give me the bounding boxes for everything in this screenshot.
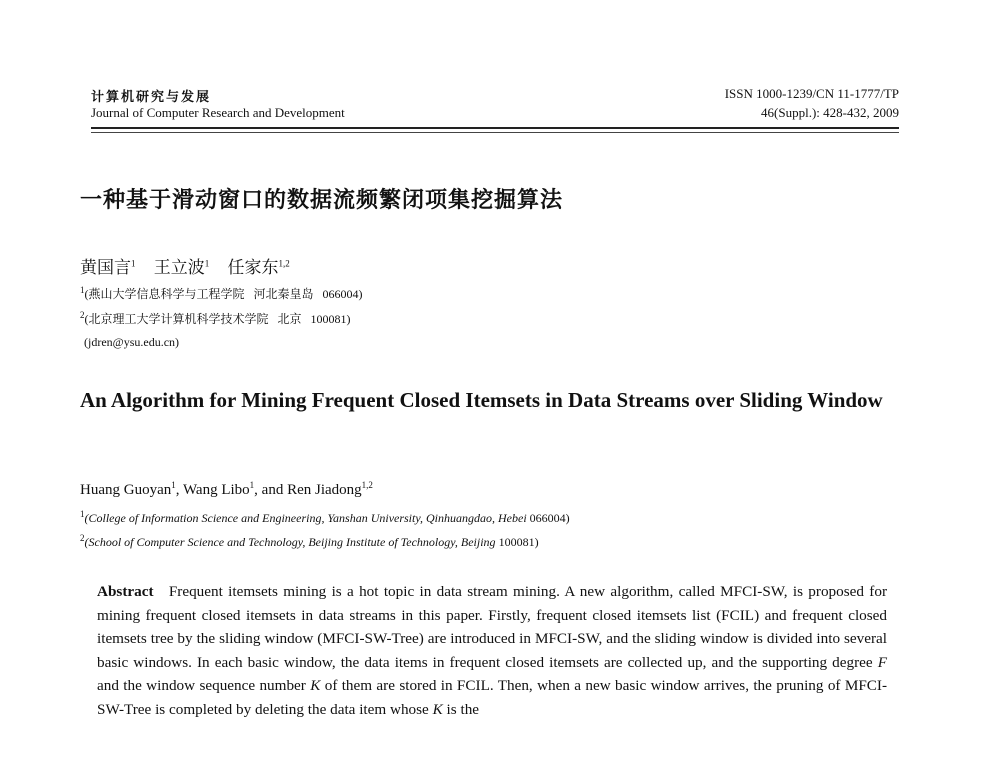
header-rule-thin [91,132,899,133]
title-cn: 一种基于滑动窗口的数据流频繁闭项集挖掘算法 [80,188,564,213]
variable-k: K [432,700,443,718]
journal-name-cn: 计算机研究与发展 [91,89,212,104]
affiliation-text: (北京理工大学计算机科学技术学院 北京 100081) [84,312,351,326]
email: (jdren@ysu.edu.cn) [84,335,180,349]
author-en-name: Huang Guoyan [80,482,172,498]
affiliation-text: (School of Computer Science and Technology, Beijing Institute of Technology, Beijing [84,535,496,549]
affiliation-en-1 [80,509,570,526]
affiliation-sup: 1 [80,509,85,519]
issue-info: 46(Suppl.): 428-432, 2009 [761,105,899,120]
affiliation-sup: 2 [80,533,85,543]
author-en-sup: 1 [171,480,176,490]
author-cn-sup: 1,2 [278,258,290,269]
abstract [97,580,887,721]
affiliation-text: (College of Information Science and Engineering, Yanshan University, Qinhuangdao, Hebei [84,511,527,525]
journal-name-en: Journal of Computer Research and Development [91,105,345,120]
author-cn-sup: 1 [131,258,136,269]
author-en-sup: 1,2 [361,480,373,490]
authors-en [80,480,373,499]
author-en-name: Wang Libo [182,482,250,498]
affiliation-cn-1 [80,285,363,302]
author-en-sup: 1 [249,480,255,490]
affiliation-text: (燕山大学信息科学与工程学院 河北秦皇岛 066004) [84,287,363,301]
abstract-text: is the [446,700,480,718]
author-separator: , [175,482,183,498]
abstract-text: Frequent itemsets mining is a hot topic in data stream mining. A new algorithm, called MFCI-SW, is proposed for mining frequent closed itemsets in data streams in this paper. Firstly, frequent closed itemsets list (FCIL) and frequent closed itemsets tree by the sliding window (MFCI-SW-Tree) are introduced in MFCI-SW, and the sliding window is divided into several basic windows. In each basic window, the data items in frequent closed itemsets are collected up, and the supporting degree [97,583,887,671]
author-cn [228,258,290,277]
author-cn [154,258,210,277]
author-cn-name: 任家东 [227,258,279,277]
author-en-name: Ren Jiadong [287,482,362,498]
affiliation-cn-2 [80,310,351,327]
abstract-label: Abstract [97,583,154,600]
authors-cn [80,253,304,278]
author-cn-name: 王立波 [153,258,205,277]
variable-f: F [877,653,888,671]
header-rule-thick [91,127,899,129]
author-separator: , and [254,482,288,498]
affiliation-sup: 1 [80,285,85,295]
author-cn [80,258,136,277]
author-cn-name: 黄国言 [80,258,131,277]
affiliation-postcode: 066004) [529,511,570,525]
abstract-text: of them are stored in FCIL. Then, when a new basic window arrives, the pruning of MFCI-SW-Tree is completed by deleting the data item whose [97,677,888,718]
issn: ISSN 1000-1239/CN 11-1777/TP [724,86,899,101]
affiliation-sup: 2 [80,310,85,320]
abstract-text: and the window sequence number [97,677,306,694]
affiliation-en-2 [80,533,539,550]
author-cn-sup: 1 [204,258,210,269]
variable-k: K [310,677,321,694]
affiliation-postcode: 100081) [498,535,539,549]
title-en: An Algorithm for Mining Frequent Closed Itemsets in Data Streams over Sliding Window [80,388,883,412]
